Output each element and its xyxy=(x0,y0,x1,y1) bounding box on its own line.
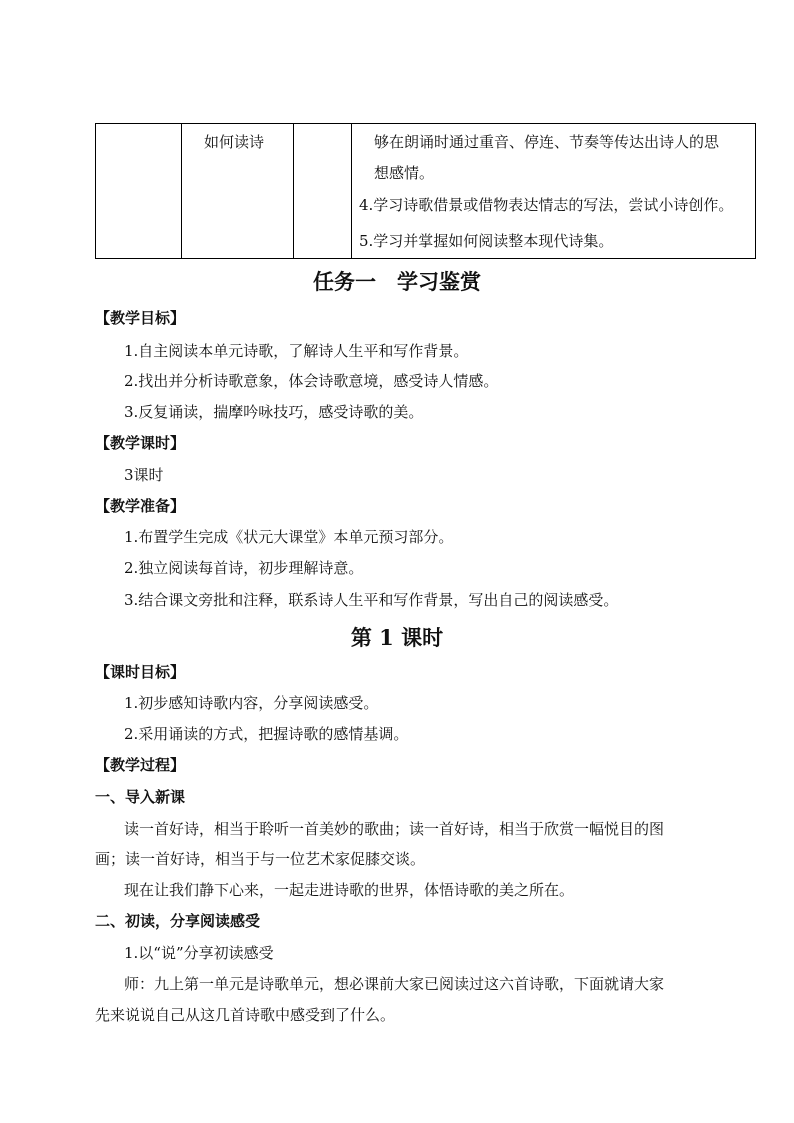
task-title: 任务一 学习鉴赏 xyxy=(313,269,481,294)
prep-heading: 【教学准备】 xyxy=(95,497,186,515)
goal-item: 2.找出并分析诗歌意象，体会诗歌意境，感受诗人情感。 xyxy=(124,372,499,390)
goal-item: 1.自主阅读本单元诗歌，了解诗人生平和写作背景。 xyxy=(124,342,469,360)
prep-item: 3.结合课文旁批和注释，联系诗人生平和写作背景，写出自己的阅读感受。 xyxy=(124,591,619,609)
prep-item: 1.布置学生完成《状元大课堂》本单元预习部分。 xyxy=(124,528,454,546)
hours-heading: 【教学课时】 xyxy=(95,434,186,452)
process-heading: 【教学过程】 xyxy=(95,756,186,774)
paragraph-line: 画；读一首好诗，相当于与一位艺术家促膝交谈。 xyxy=(95,850,426,868)
table-cell-empty xyxy=(96,124,182,259)
section-title: 二、初读，分享阅读感受 xyxy=(95,912,261,930)
table-cell-empty xyxy=(294,124,352,259)
objectives-table xyxy=(95,123,756,259)
subsection-title: 1.以“说”分享初读感受 xyxy=(124,944,274,962)
paragraph-line: 师：九上第一单元是诗歌单元，想必课前大家已阅读过这六首诗歌，下面就请大家 xyxy=(124,975,665,993)
goals-heading: 【教学目标】 xyxy=(95,309,186,327)
hours-value: 3课时 xyxy=(124,466,164,484)
cell-line: 够在朗诵时通过重音、停连、节奏等传达出诗人的思 xyxy=(374,133,720,151)
prep-item: 2.独立阅读每首诗，初步理解诗意。 xyxy=(124,559,364,577)
paragraph-line: 读一首好诗，相当于聆听一首美妙的歌曲；读一首好诗，相当于欣赏一幅悦目的图 xyxy=(124,820,665,838)
lesson-goal-item: 1.初步感知诗歌内容，分享阅读感受。 xyxy=(124,694,379,712)
lesson-goals-heading: 【课时目标】 xyxy=(95,663,186,681)
paragraph-line: 现在让我们静下心来，一起走进诗歌的世界，体悟诗歌的美之所在。 xyxy=(124,881,575,899)
goal-item: 3.反复诵读，揣摩吟咏技巧，感受诗歌的美。 xyxy=(124,403,424,421)
table-cell-label xyxy=(182,124,294,259)
section-title: 一、导入新课 xyxy=(95,788,186,806)
table-cell-content xyxy=(352,124,756,259)
cell-line: 想感情。 xyxy=(374,164,435,182)
paragraph-line: 先来说说自己从这几首诗歌中感受到了什么。 xyxy=(95,1006,396,1024)
lesson-title: 第 1 课时 xyxy=(350,625,444,650)
table-row xyxy=(96,124,756,259)
cell-line: 5.学习并掌握如何阅读整本现代诗集。 xyxy=(359,232,614,250)
cell-line: 4.学习诗歌借景或借物表达情志的写法，尝试小诗创作。 xyxy=(359,196,734,214)
row-label: 如何读诗 xyxy=(204,133,265,151)
lesson-goal-item: 2.采用诵读的方式，把握诗歌的感情基调。 xyxy=(124,725,409,743)
